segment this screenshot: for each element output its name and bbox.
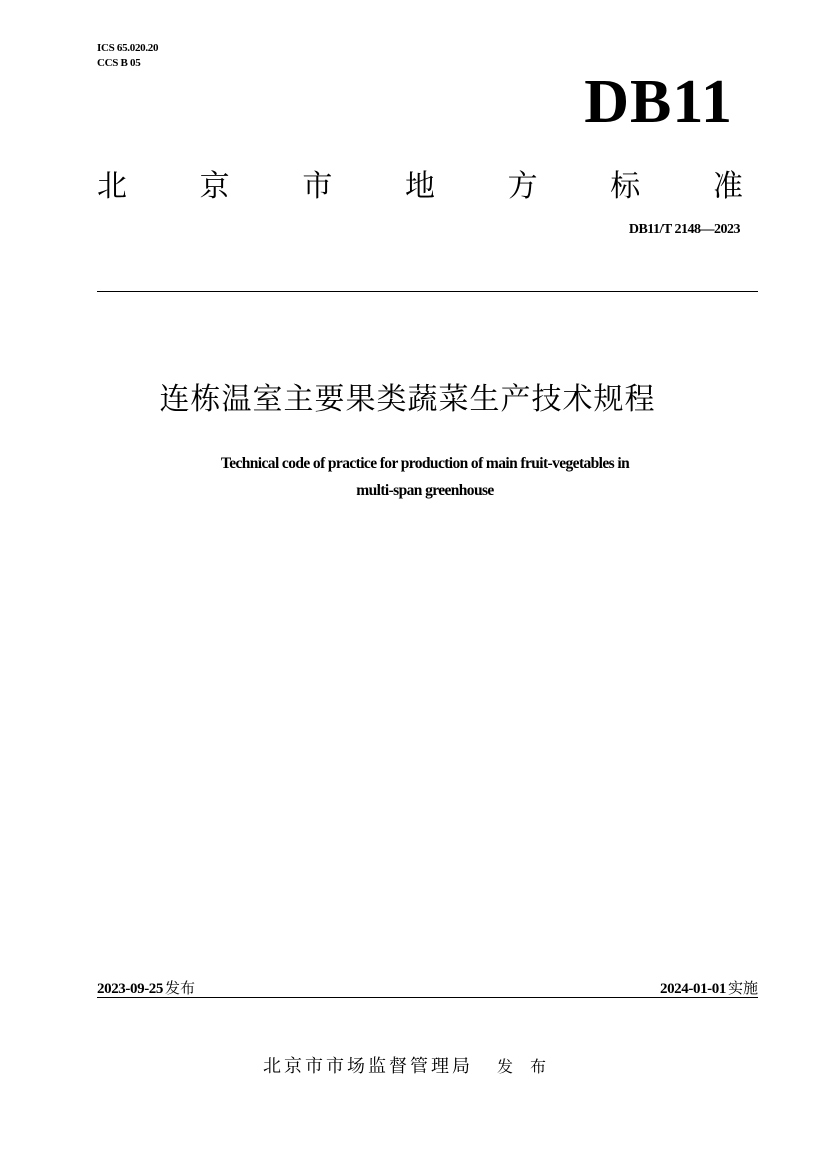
standard-type-char: 京 <box>199 169 230 204</box>
standard-code-mark: DB11 <box>584 68 733 136</box>
standard-type-char: 北 <box>97 169 127 204</box>
publish-info <box>97 977 195 998</box>
standard-number: DB11/T 2148—2023 <box>628 222 740 237</box>
implement-label: 实施 <box>727 979 758 997</box>
title-english-line: multi-span greenhouse <box>356 482 494 499</box>
standard-type-char: 准 <box>712 169 743 204</box>
publisher-name: 北京市市场监督管理局 <box>262 1056 473 1077</box>
standard-type-char: 方 <box>507 169 538 204</box>
ics-code: ICS 65.020.20 <box>97 42 159 54</box>
date-row <box>97 976 758 998</box>
publish-date: 2023-09-25 <box>97 981 163 997</box>
header-divider <box>97 291 758 292</box>
title-english <box>80 450 770 504</box>
footer-divider <box>97 997 758 998</box>
standard-type-char: 地 <box>404 169 435 204</box>
publish-label: 发布 <box>165 979 196 997</box>
standard-type-char: 市 <box>302 169 333 204</box>
publisher-action: 发 布 <box>496 1057 553 1076</box>
publisher-line <box>0 1052 815 1078</box>
implement-date: 2024-01-01 <box>659 981 726 997</box>
classification-codes <box>97 41 158 71</box>
standard-type-char: 标 <box>610 169 641 204</box>
title-chinese: 连栋温室主要果类蔬菜生产技术规程 <box>159 382 656 417</box>
standard-type-heading <box>97 158 743 208</box>
ccs-code: CCS B 05 <box>97 57 141 69</box>
implement-info <box>660 977 758 998</box>
title-english-line: Technical code of practice for production of main fruit-vegetables in <box>220 455 630 472</box>
